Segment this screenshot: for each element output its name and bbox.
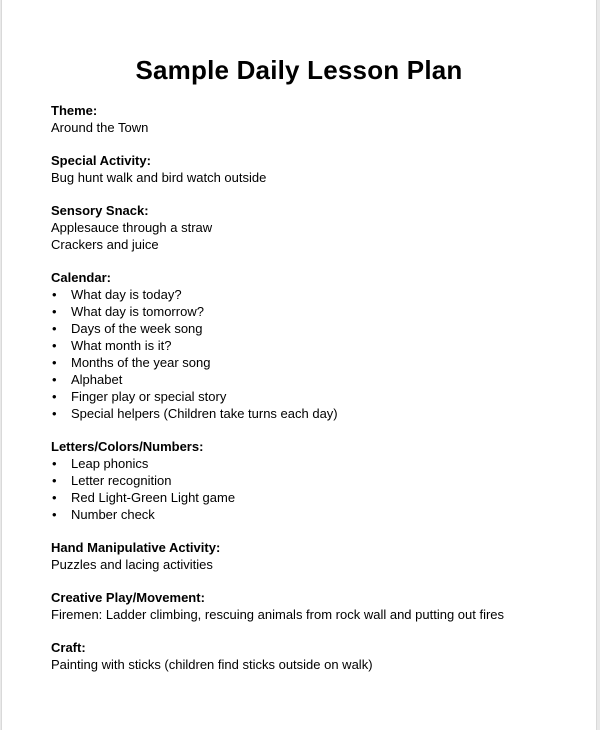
bullet-icon: •: [52, 490, 57, 505]
section-sensory-snack: [51, 202, 591, 253]
calendar-list: [51, 286, 591, 422]
section-special-activity: [51, 152, 591, 186]
bullet-icon: •: [52, 321, 57, 336]
list-item: [51, 388, 591, 405]
section-heading: Hand Manipulative Activity:: [51, 540, 221, 555]
bullet-icon: •: [52, 287, 57, 302]
list-item-text: Days of the week song: [71, 321, 203, 336]
section-heading: Creative Play/Movement:: [51, 590, 205, 605]
list-item: [51, 489, 591, 506]
list-item-text: Finger play or special story: [71, 389, 227, 404]
section-heading: Special Activity:: [51, 153, 151, 168]
section-creative-play-movement: [51, 589, 591, 623]
section-text: Bug hunt walk and bird watch outside: [51, 170, 267, 185]
list-item: [51, 320, 591, 337]
bullet-icon: •: [52, 507, 57, 522]
list-item: [51, 472, 591, 489]
list-item-text: Special helpers (Children take turns each day): [71, 406, 338, 421]
list-item-text: What day is tomorrow?: [71, 304, 204, 319]
list-item: [51, 354, 591, 371]
bullet-icon: •: [52, 355, 57, 370]
list-item: [51, 506, 591, 523]
section-heading: Letters/Colors/Numbers:: [51, 439, 204, 454]
page-title: Sample Daily Lesson Plan: [135, 55, 463, 85]
list-item-text: Months of the year song: [71, 355, 211, 370]
list-item-text: Number check: [71, 507, 155, 522]
bullet-icon: •: [52, 473, 57, 488]
list-item: [51, 303, 591, 320]
section-heading: Theme:: [51, 103, 98, 118]
section-letters-colors-numbers: [51, 438, 591, 523]
list-item: [51, 405, 591, 422]
section-text: Around the Town: [51, 120, 149, 135]
list-item: [51, 337, 591, 354]
list-item-text: What day is today?: [71, 287, 182, 302]
section-text: Puzzles and lacing activities: [51, 557, 213, 572]
section-heading: Calendar:: [51, 270, 111, 285]
list-item: [51, 455, 591, 472]
lesson-plan-content: [51, 102, 591, 689]
section-heading: Craft:: [51, 640, 86, 655]
bullet-icon: •: [52, 406, 57, 421]
section-text: Painting with sticks (children find sticks outside on walk): [51, 657, 373, 672]
section-craft: [51, 639, 591, 673]
bullet-icon: •: [52, 456, 57, 471]
section-text: Applesauce through a straw: [51, 220, 213, 235]
section-calendar: [51, 269, 591, 422]
list-item-text: What month is it?: [71, 338, 172, 353]
bullet-icon: •: [52, 304, 57, 319]
section-text: Crackers and juice: [51, 237, 159, 252]
bullet-icon: •: [52, 372, 57, 387]
bullet-icon: •: [52, 389, 57, 404]
list-item-text: Alphabet: [71, 372, 123, 387]
document-page: [1, 0, 597, 730]
letters-colors-numbers-list: [51, 455, 591, 523]
section-heading: Sensory Snack:: [51, 203, 149, 218]
list-item-text: Letter recognition: [71, 473, 172, 488]
list-item-text: Leap phonics: [71, 456, 149, 471]
list-item: [51, 286, 591, 303]
section-theme: [51, 102, 591, 136]
section-text: Firemen: Ladder climbing, rescuing animals from rock wall and putting out fires: [51, 607, 505, 622]
list-item: [51, 371, 591, 388]
list-item-text: Red Light-Green Light game: [71, 490, 236, 505]
bullet-icon: •: [52, 338, 57, 353]
section-hand-manipulative-activity: [51, 539, 591, 573]
